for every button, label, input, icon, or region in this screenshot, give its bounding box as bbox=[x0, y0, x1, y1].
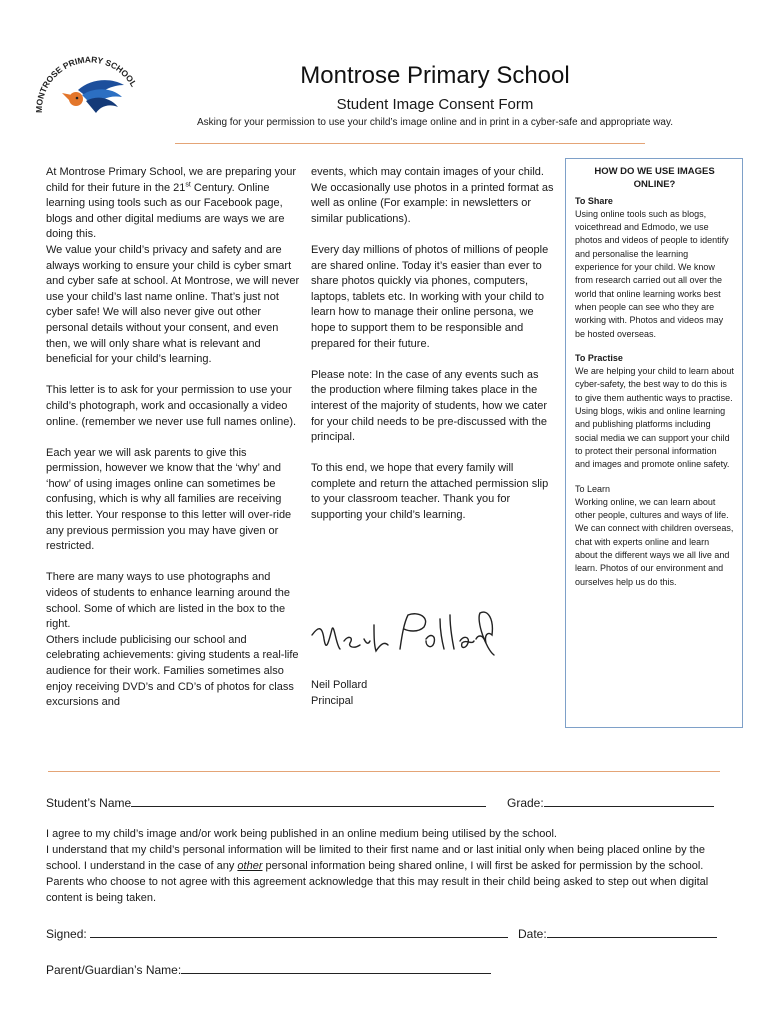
letter-paragraph: events, which may contain images of your child. We occasionally use photos in a printed format as well as online (For example: in newsletters or similar publications). bbox=[311, 166, 554, 225]
date-field[interactable] bbox=[547, 925, 717, 938]
parent-name-row bbox=[46, 961, 491, 977]
info-section-share bbox=[575, 195, 734, 341]
letter-column-1 bbox=[46, 165, 301, 726]
date-row bbox=[518, 925, 717, 941]
header-divider bbox=[175, 143, 645, 144]
letter-paragraph: At Montrose Primary School, we are preparing your child for their future in the 21st Century. Online learning using tools such as our Facebook page, blogs and other digital mediums are ways we are doing this. bbox=[46, 166, 297, 241]
principal-signature bbox=[308, 605, 498, 665]
info-section-body: Using online tools such as blogs, voicethread and Edmodo, we use photos and videos of people to identify and personalise the learning experience for your child. We know from research carried out all over the world that online learning works best when people can see who they are working with. Photos and videos may be hosted overseas. bbox=[575, 208, 729, 339]
principal-name: Neil Pollard bbox=[311, 679, 368, 691]
student-name-row bbox=[46, 794, 486, 810]
signature-field[interactable] bbox=[90, 925, 508, 938]
info-section-practise bbox=[575, 352, 734, 472]
student-name-field[interactable] bbox=[131, 794, 486, 807]
letter-paragraph: Others include publicising our school and celebrating achievements: giving students a real-life audience for their work. Families sometimes also enjoy receiving DVD’s and CD’s of photos for class excursions and bbox=[46, 633, 299, 709]
date-label: Date: bbox=[518, 927, 547, 941]
form-tagline: Asking for your permission to use your child’s image online and in print in a cyber-safe and appropriate way. bbox=[197, 117, 673, 128]
letter-paragraph: We value your child’s privacy and safety and are always working to ensure your child is cyber smart and cyber safe at school. At Montrose, we will never use your child’s last name online. That’s just not cyber safe! We will also never give out other personal details without your consent, and even then, we will only share what is relevant and beneficial for your child’s learning. bbox=[46, 243, 300, 366]
letter-paragraph: There are many ways to use photographs and videos of students to enhance learning around the school. Some of which are listed in the box to the right. bbox=[46, 571, 291, 631]
image-use-info-box bbox=[565, 158, 743, 728]
letter-column-2 bbox=[311, 165, 556, 539]
info-section-body: Working online, we can learn about other people, cultures and ways of life. We can connect with children overseas, chat with experts online and learn about the different ways we all live and learn. Photos of our environment and ourselves help us do this. bbox=[575, 496, 734, 587]
info-section-body: We are helping your child to learn about cyber-safety, the best way to do this is to give them authentic ways to practise. Using blogs, wikis and online learning and publishing platforms including social media we can support your child to protect their personal information and images and promote online safety. bbox=[575, 366, 734, 470]
grade-row bbox=[507, 794, 714, 810]
principal-role: Principal bbox=[311, 694, 354, 707]
info-section-title: To Learn bbox=[575, 483, 611, 494]
principal-name-block bbox=[311, 678, 367, 709]
letter-paragraph: Each year we will ask parents to give this permission, however we know that the ‘why’ and ‘how’ of using images online can sometimes be confusing, which is why all families are receiving this letter. Your response to this letter will over-ride any previous permission you may have given or restricted. bbox=[46, 446, 292, 553]
parent-name-label: Parent/Guardian’s Name: bbox=[46, 963, 182, 977]
grade-field[interactable] bbox=[544, 794, 714, 807]
form-divider bbox=[48, 771, 720, 772]
form-title: Student Image Consent Form bbox=[336, 96, 534, 113]
info-section-learn bbox=[575, 483, 734, 589]
letter-paragraph: Please note: In the case of any events such as the production where filming takes place in the interest of the majority of students, how we cater for your child needs to be pre-discussed with the principal. bbox=[311, 368, 548, 444]
svg-text:MONTROSE PRIMARY SCHOOL: MONTROSE PRIMARY SCHOOL bbox=[33, 55, 139, 114]
grade-label: Grade: bbox=[507, 796, 544, 810]
letter-paragraph: Every day millions of photos of millions of people are shared online. Today it’s easier than ever to share photos quickly via phones, computers, laptops, tablets etc. In working with your child to learn how to manage their online persona, we hope to support them to be responsible and prepared for their future. bbox=[311, 243, 549, 350]
info-box-heading: HOW DO WE USE IMAGES ONLINE? bbox=[594, 166, 715, 191]
signed-row bbox=[46, 925, 508, 941]
info-section-title: To Share bbox=[575, 195, 613, 206]
consent-paragraph: I agree to my child’s image and/or work being published in an online medium being utilised by the school. bbox=[46, 828, 557, 840]
info-section-title: To Practise bbox=[575, 352, 623, 363]
consent-paragraph: I understand that my child’s personal information will be limited to their first name and or last initial only when being placed online by the school. I understand in the case of any other personal information being shared online, I will first be asked for permission by the school. Parents who choose to not agree with this agreement acknowledge that this may result in their child being asked to step out when digital content is being taken. bbox=[46, 844, 709, 904]
parent-name-field[interactable] bbox=[181, 961, 491, 974]
student-name-label: Student’s Name bbox=[46, 796, 132, 810]
signed-label: Signed: bbox=[46, 927, 87, 941]
letter-paragraph: To this end, we hope that every family will complete and return the attached permission slip to your classroom teacher. Thank you for supporting your child’s learning. bbox=[311, 462, 549, 522]
consent-statement bbox=[46, 826, 726, 906]
letter-paragraph: This letter is to ask for your permission to use your child’s photograph, work and occasionally a video online. (remember we never use full names online). bbox=[46, 384, 297, 428]
school-title: Montrose Primary School bbox=[300, 62, 570, 89]
